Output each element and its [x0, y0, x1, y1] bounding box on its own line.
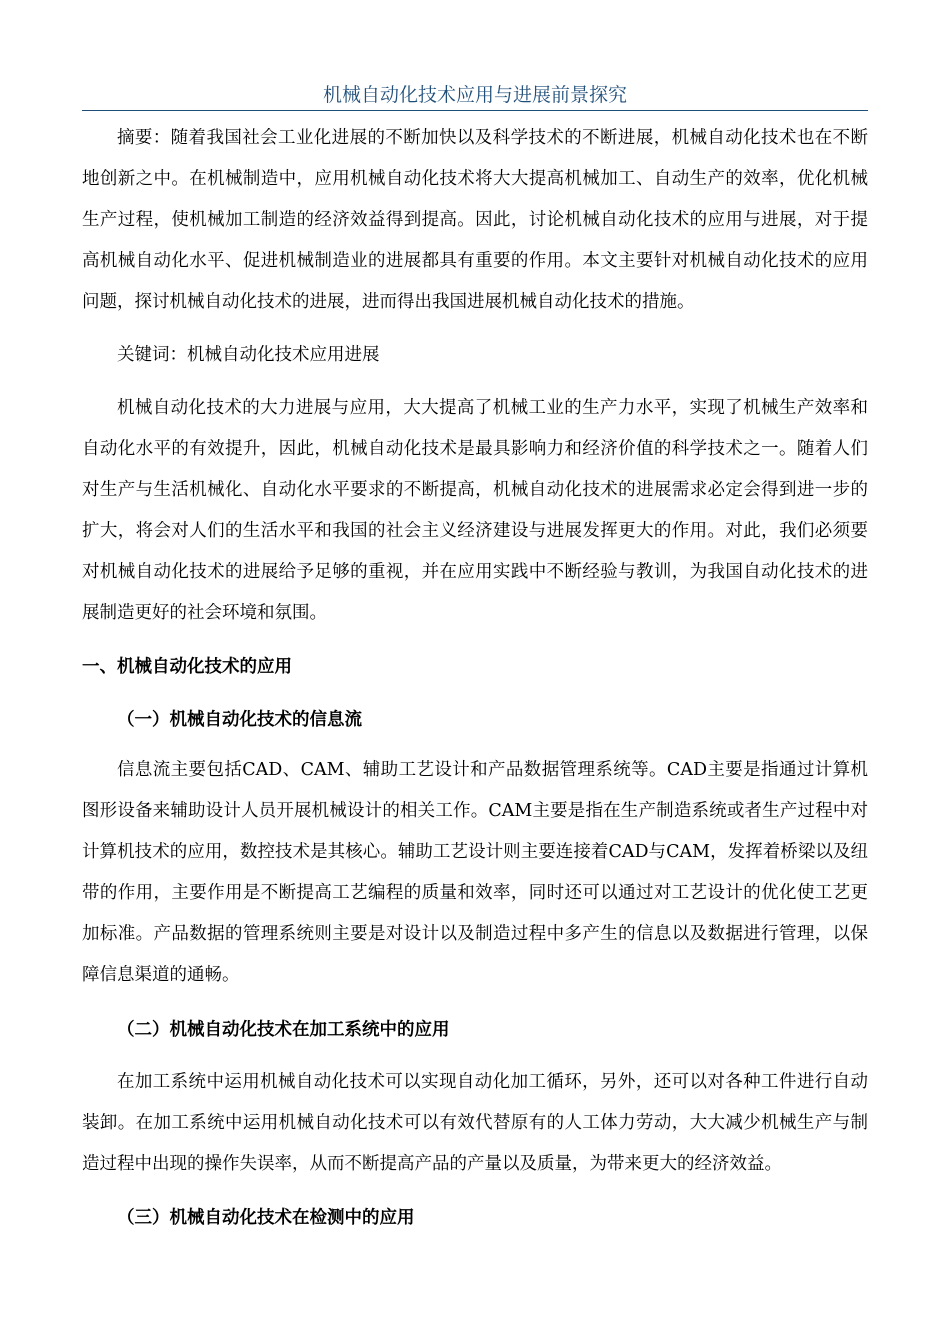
processing-system-paragraph: 在加工系统中运用机械自动化技术可以实现自动化加工循环，另外，还可以对各种工件进行自动装卸。在加工系统中运用机械自动化技术可以有效代替原有的人工体力劳动，大大减少机械生产与制造过程中出现的操作失误率，从而不断提高产品的产量以及质量，为带来更大的经济效益。: [82, 1072, 868, 1174]
document-title: 机械自动化技术应用与进展前景探究: [322, 84, 627, 106]
keywords-paragraph: 关键词：机械自动化技术应用进展: [117, 345, 380, 365]
info-flow-paragraph: 信息流主要包括CAD、CAM、辅助工艺设计和产品数据管理系统等。CAD主要是指通过计算机图形设备来辅助设计人员开展机械设计的相关工作。CAM主要是指在生产制造系统或者生产过程中对计算机技术的应用，数控技术是其核心。辅助工艺设计则主要连接着CAD与CAM，发挥着桥梁以及纽带的作用，主要作用是不断提高工艺编程的质量和效率，同时还可以通过对工艺设计的优化使工艺更加标准。产品数据的管理系统则主要是对设计以及制造过程中多产生的信息以及数据进行管理，以保障信息渠道的通畅。: [82, 760, 868, 985]
subsection-heading-3: （三）机械自动化技术在检测中的应用: [117, 1208, 415, 1228]
section-heading-1: 一、机械自动化技术的应用: [82, 657, 292, 677]
abstract-paragraph: 摘要：随着我国社会工业化进展的不断加快以及科学技术的不断进展，机械自动化技术也在不断地创新之中。在机械制造中，应用机械自动化技术将大大提高机械加工、自动生产的效率，优化机械生产过程，使机械加工制造的经济效益得到提高。因此，讨论机械自动化技术的应用与进展，对于提高机械自动化水平、促进机械制造业的进展都具有重要的作用。本文主要针对机械自动化技术的应用问题，探讨机械自动化技术的进展，进而得出我国进展机械自动化技术的措施。: [82, 128, 868, 312]
intro-paragraph: 机械自动化技术的大力进展与应用，大大提高了机械工业的生产力水平，实现了机械生产效率和自动化水平的有效提升，因此，机械自动化技术是最具影响力和经济价值的科学技术之一。随着人们对生产与生活机械化、自动化水平要求的不断提高，机械自动化技术的进展需求必定会得到进一步的扩大，将会对人们的生活水平和我国的社会主义经济建设与进展发挥更大的作用。对此，我们必须要对机械自动化技术的进展给予足够的重视，并在应用实践中不断经验与教训，为我国自动化技术的进展制造更好的社会环境和氛围。: [82, 398, 868, 623]
page-header: [82, 80, 868, 111]
subsection-heading-1: （一）机械自动化技术的信息流: [117, 710, 362, 730]
subsection-heading-2: （二）机械自动化技术在加工系统中的应用: [117, 1020, 450, 1040]
